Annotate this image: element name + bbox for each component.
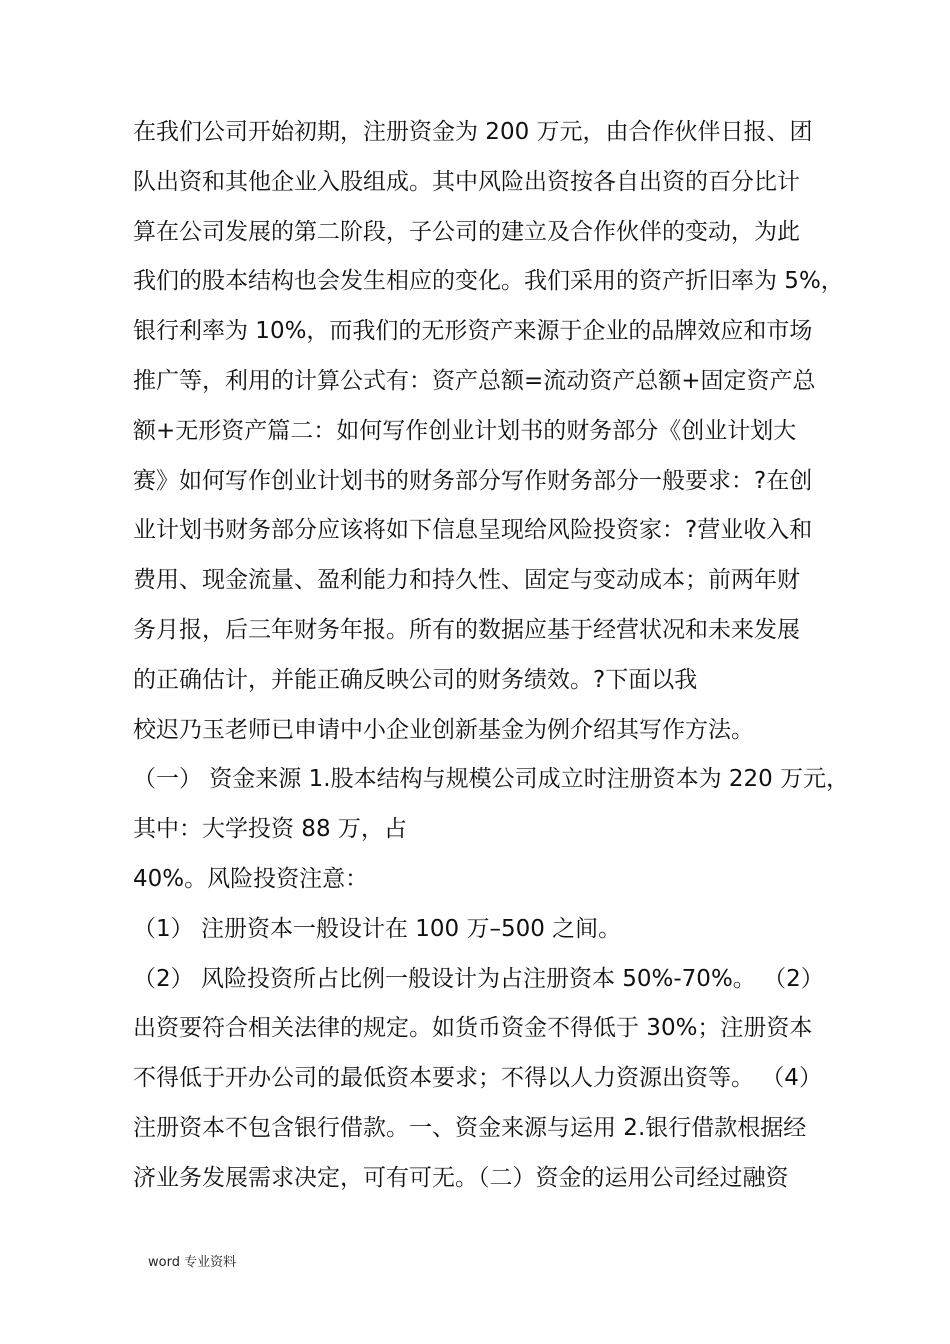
text-line-4: 我们的股本结构也会发生相应的变化。我们采用的资产折旧率为 5%， bbox=[133, 268, 844, 295]
text-line-1: 在我们公司开始初期，注册资金为 200 万元，由合作伙伴日报、团 bbox=[133, 119, 813, 145]
text-line-15: 其中：大学投资 88 万，占 bbox=[133, 816, 407, 843]
text-line-3: 算在公司发展的第二阶段，子公司的建立及合作伙伴的变动，为此 bbox=[133, 218, 800, 245]
body-text bbox=[133, 108, 850, 1204]
text-line-14: （一） 资金来源 1.股本结构与规模公司成立时注册资本为 220 万元， bbox=[133, 766, 850, 793]
text-line-20: 不得低于开办公司的最低资本要求；不得以人力资源出资等。 （4） bbox=[133, 1065, 822, 1092]
text-line-10: 费用、现金流量、盈利能力和持久性、固定与变动成本；前两年财 bbox=[133, 567, 800, 594]
text-line-21: 注册资本不包含银行借款。一、资金来源与运用 2.银行借款根据经 bbox=[133, 1114, 807, 1141]
text-line-12: 的正确估计，并能正确反映公司的财务绩效。?下面以我 bbox=[133, 666, 698, 693]
text-line-13: 校迟乃玉老师已申请中小企业创新基金为例介绍其写作方法。 bbox=[133, 716, 754, 743]
text-line-18: （2） 风险投资所占比例一般设计为占注册资本 50%-70%。 （2） bbox=[133, 965, 824, 992]
text-line-17: （1） 注册资本一般设计在 100 万–500 之间。 bbox=[133, 915, 622, 942]
text-line-7: 额+无形资产篇二：如何写作创业计划书的财务部分《创业计划大 bbox=[133, 417, 797, 444]
text-line-22: 济业务发展需求决定，可有可无。（二）资金的运用公司经过融资 bbox=[133, 1164, 789, 1191]
text-line-5: 银行利率为 10%，而我们的无形资产来源于企业的品牌效应和市场 bbox=[133, 318, 813, 345]
text-line-2: 队出资和其他企业入股组成。其中风险出资按各自出资的百分比计 bbox=[133, 168, 800, 195]
text-line-19: 出资要符合相关法律的规定。如货币资金不得低于 30%；注册资本 bbox=[133, 1015, 813, 1042]
page-footer: word 专业资料 bbox=[148, 1255, 237, 1270]
text-line-11: 务月报，后三年财务年报。所有的数据应基于经营状况和未来发展 bbox=[133, 616, 800, 643]
text-line-9: 业计划书财务部分应该将如下信息呈现给风险投资家：?营业收入和 bbox=[133, 517, 813, 544]
text-line-8: 赛》如何写作创业计划书的财务部分写作财务部分一般要求：?在创 bbox=[133, 467, 813, 494]
text-line-16: 40%。风险投资注意： bbox=[133, 865, 369, 892]
text-line-6: 推广等，利用的计算公式有：资产总额=流动资产总额+固定资产总 bbox=[133, 367, 816, 394]
